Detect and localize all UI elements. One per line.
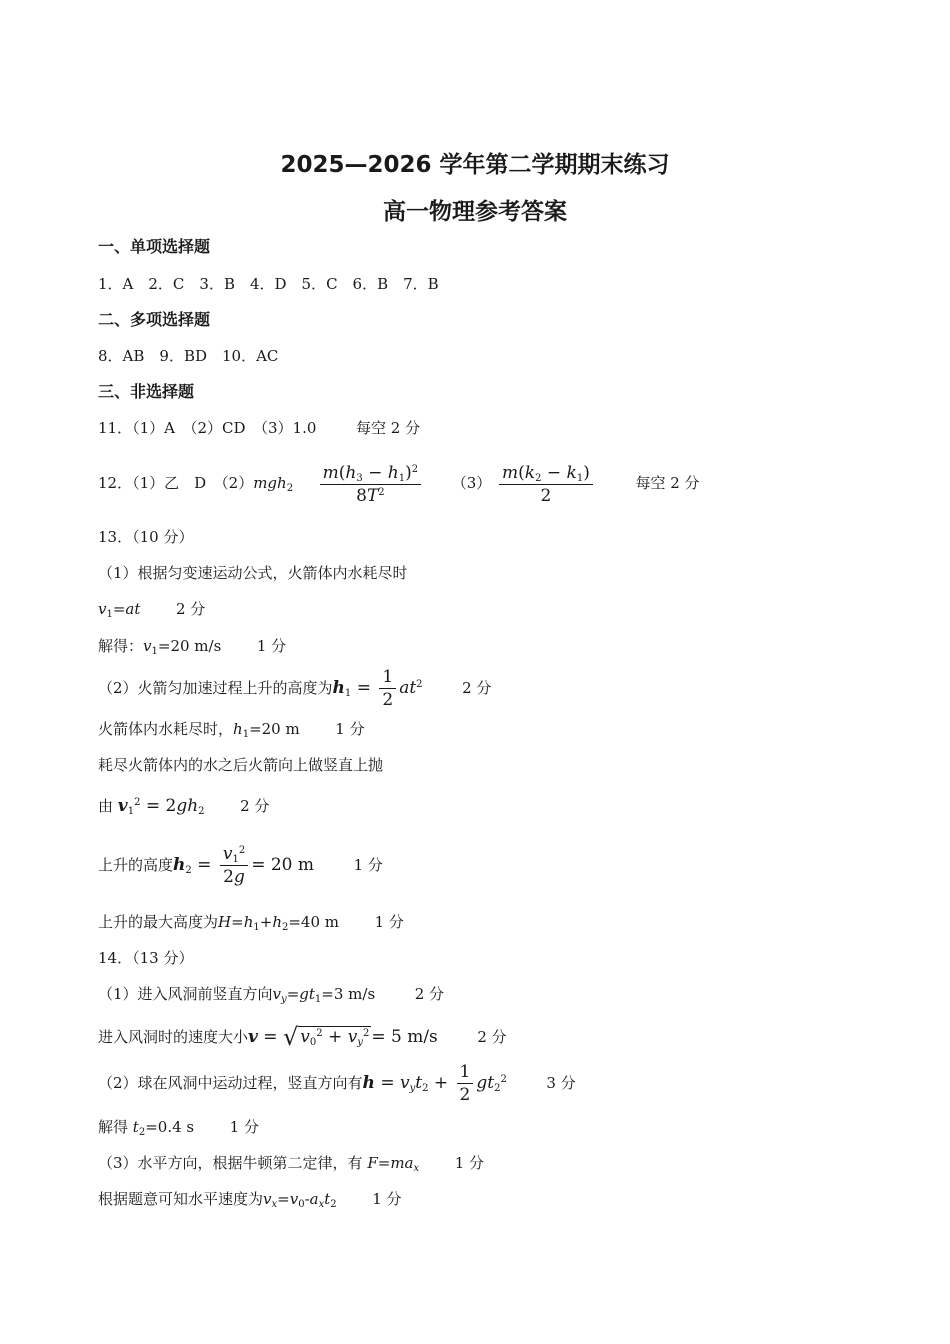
q14-l2-formula: v = √ $v_0^2 + v_y^2$ [248, 1023, 370, 1051]
q13-line9: 上升的最大高度为$H=h_1+h_2=40$ m 1 分 [98, 913, 404, 933]
q13-l7-score: 2 分 [240, 797, 270, 815]
q14-l1-score: 2 分 [414, 985, 445, 1003]
q14-l5-prefix: （3）水平方向，根据牛顿第二定律，有 [98, 1154, 363, 1172]
q13-l8-score: 1 分 [353, 856, 383, 874]
q14-line3 [98, 1060, 576, 1106]
q14-l2-score: 2 分 [477, 1028, 507, 1046]
q14-l6-score: 1 分 [372, 1190, 402, 1208]
q14-l3-formula: $h = v_yt_2$ + $\frac{1}{2}$ $gt_2^2$ [362, 1062, 507, 1105]
q13-line5: 火箭体内水耗尽时，$h_1=20$ m 1 分 [98, 720, 365, 740]
q12-formula-2: $\frac{m(h_3 - h_1)^2}{8T^2}$ [320, 464, 422, 505]
q13-l5-prefix: 火箭体内水耗尽时， [98, 720, 234, 738]
q11-score: 每空 2 分 [355, 419, 421, 437]
q14-l6-prefix: 根据题意可知水平速度为 [98, 1190, 264, 1208]
q14-l2-prefix: 进入风洞时的速度大小 [98, 1028, 249, 1046]
q12-p2-value: mgh [253, 474, 287, 492]
section1-answers: 1．A 2．C 3．B 4．D 5．C 6．B 7．B [98, 275, 439, 293]
q13-l8-result: = 20 m [251, 855, 314, 875]
q13-l3-value: =20 m/s [157, 637, 222, 655]
q13-l7-prefix: 由 [98, 797, 114, 815]
q14-l3-prefix: （2）球在风洞中运动过程，竖直方向有 [98, 1074, 363, 1092]
q13-line6: 耗尽火箭体内的水之后火箭向上做竖直上抛 [98, 756, 384, 774]
q12-p3-label: （3） [451, 474, 492, 492]
q14-l4-prefix: 解得 [98, 1118, 129, 1136]
q14-l3-score: 3 分 [546, 1074, 576, 1092]
q12-answer [98, 460, 700, 506]
q13-line2: $v_1=at$ 2 分 [98, 600, 206, 620]
q13-line8 [98, 840, 383, 890]
q14-l4-score: 1 分 [229, 1118, 259, 1136]
q13-l9-prefix: 上升的最大高度为 [98, 913, 219, 931]
q13-l7-formula: $v_1^2 = 2gh_2$ [117, 796, 205, 817]
q13-l8-prefix: 上升的高度 [98, 856, 174, 874]
q13-l9-score: 1 分 [374, 913, 404, 931]
q14-l4-value: =0.4 s [145, 1118, 195, 1136]
q13-line7 [98, 796, 269, 816]
q13-l9-value: =40 m [288, 913, 340, 931]
q13-l5-score: 1 分 [335, 720, 365, 738]
section1-heading: 一、单项选择题 [98, 237, 211, 256]
q13-l2-score: 2 分 [175, 600, 206, 618]
section2-heading: 二、多项选择题 [98, 310, 211, 329]
doc-title: 2025—2026 学年第二学期期末练习 [280, 152, 670, 178]
q13-l4-score: 2 分 [462, 679, 492, 697]
doc-subtitle: 高一物理参考答案 [383, 199, 567, 225]
q13-l3-score: 1 分 [256, 637, 287, 655]
q11-answer [98, 418, 420, 438]
q12-formula-3: $\frac{m(k_2 - k_1)}{2}$ [499, 464, 593, 505]
section3-heading: 三、非选择题 [98, 382, 195, 401]
q14-line2 [98, 1022, 507, 1052]
q14-line1: （1）进入风洞前竖直方向$v_y=gt_1=3$ m/s 2 分 [98, 985, 445, 1005]
q13-header: 13．（10 分） [98, 528, 194, 546]
section2-answers: 8．AB 9．BD 10．AC [98, 347, 279, 365]
q13-l8-formula: $h_2$ = $\frac{v_1^2}{2g}$ [173, 855, 251, 875]
q14-line4: 解得 $t_2=0.4$ s 1 分 [98, 1118, 259, 1138]
q14-header: 14．（13 分） [98, 949, 194, 967]
q13-line3: 解得：$v_1=20$ m/s 1 分 [98, 637, 287, 657]
q14-line6: 根据题意可知水平速度为$v_x=v_0-a_xt_2$ 1 分 [98, 1190, 402, 1210]
q14-l1-prefix: （1）进入风洞前竖直方向 [98, 985, 273, 1003]
q13-l4-formula: $h_1$ = $\frac{1}{2}$ $at^2$ [332, 667, 423, 710]
q14-l2-result: = 5 m/s [371, 1027, 438, 1047]
q13-l5-value: =20 m [249, 720, 300, 738]
q11-text: 11．（1）A （2）CD （3）1.0 [98, 419, 317, 437]
q13-l2-formula: =at [112, 600, 141, 618]
q13-line1: （1）根据匀变速运动公式，火箭体内水耗尽时 [98, 564, 408, 582]
q13-l3-prefix: 解得： [98, 637, 144, 655]
q14-l1-value: =3 m/s [321, 985, 376, 1003]
q13-l4-prefix: （2）火箭匀加速过程上升的高度为 [98, 679, 333, 697]
q12-score: 每空 2 分 [635, 474, 700, 492]
q12-p2-sub: 2 [286, 483, 294, 494]
q12-prefix: 12．（1）乙 D （2） [98, 474, 254, 492]
q14-line5: （3）水平方向，根据牛顿第二定律，有 $F=ma_x$ 1 分 [98, 1154, 485, 1174]
q13-line4 [98, 666, 491, 710]
q14-l5-score: 1 分 [454, 1154, 485, 1172]
